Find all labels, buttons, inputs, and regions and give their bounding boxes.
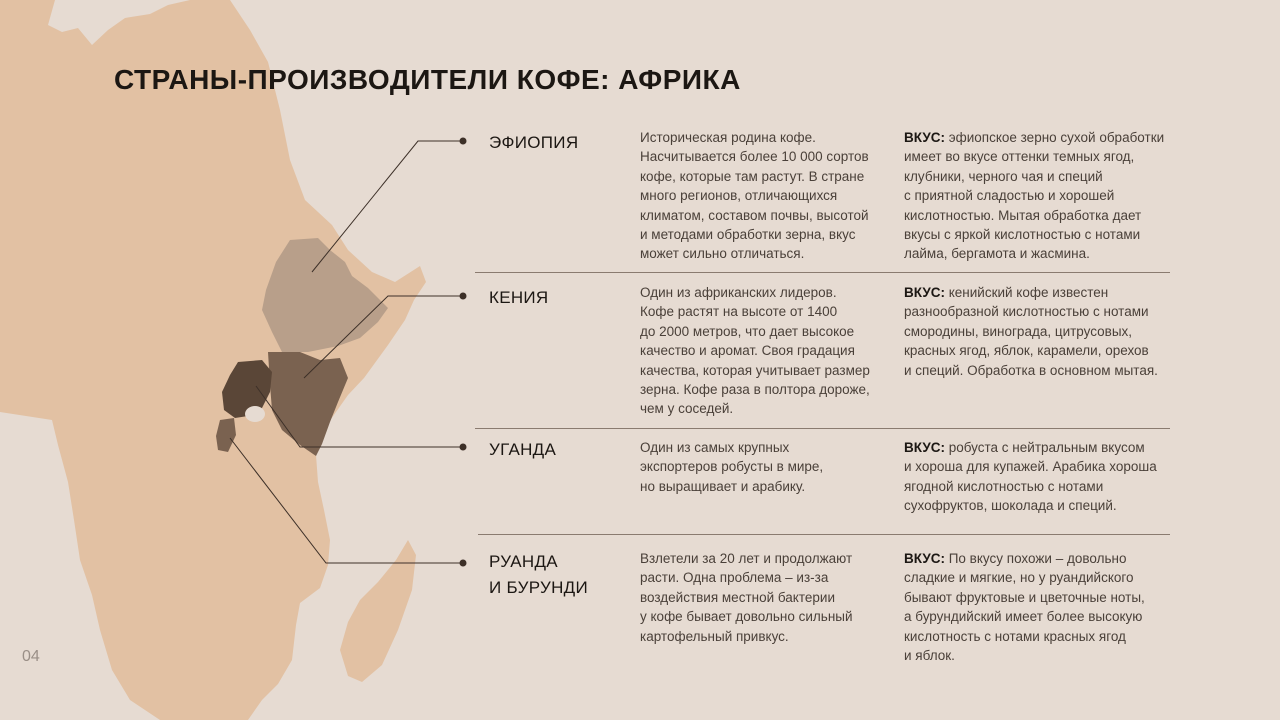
page-number: 04 — [22, 648, 40, 665]
divider — [475, 272, 1170, 273]
country-name-ethiopia: ЭФИОПИЯ — [489, 133, 579, 152]
page-title: СТРАНЫ-ПРОИЗВОДИТЕЛИ КОФЕ: АФРИКА — [114, 64, 741, 95]
taste-text: кенийский кофе известен разнообразной кислотностью с нотами смородины, винограда, цитрусовых, красных ягод, яблок, карамели, орехов и специй. Обработка в основном мытая. — [904, 285, 1158, 378]
country-name-kenya: КЕНИЯ — [489, 288, 549, 307]
uganda-marker-dot — [460, 444, 467, 451]
divider — [478, 534, 1170, 535]
taste-text: эфиопское зерно сухой обработки имеет во вкусе оттенки темных ягод, клубники, черного чая и специй с приятной сладостью и хорошей кислотностью. Мытая обработка дает вкусы с яркой кислотностью с нотами лайма, бергамота и жасмина. — [904, 130, 1165, 262]
description-ethiopia: Историческая родина кофе. Насчитывается более 10 000 сортов кофе, которые там растут. В стране много регионов, отличающихся климатом, составом почвы, высотой и методами обработки зерна, вкус может сильно отличаться. — [640, 130, 869, 262]
description-kenya: Один из африканских лидеров. Кофе растят на высоте от 1400 до 2000 метров, что дает высокое качество и аромат. Своя градация качества, которая учитывает размер зерна. Кофе раза в полтора дороже, чем у соседей. — [640, 285, 870, 417]
ethiopia-marker-dot — [460, 138, 467, 145]
taste-ethiopia — [904, 128, 1164, 264]
taste-text: По вкусу похожи – довольно сладкие и мягкие, но у руандийского бывают фруктовые и цветочные ноты, а бурундийский имеет более высокую кислотность с нотами красных ягод и яблок. — [904, 551, 1145, 664]
description-uganda: Один из самых крупных экспортеров робусты в мире, но выращивает и арабику. — [640, 440, 824, 494]
taste-label: ВКУС: — [904, 551, 945, 566]
taste-label: ВКУС: — [904, 130, 945, 145]
madagascar — [340, 540, 416, 682]
lake-victoria — [245, 406, 265, 422]
taste-label: ВКУС: — [904, 285, 945, 300]
country-name-uganda: УГАНДА — [489, 440, 557, 459]
rwanda-burundi-marker-dot — [460, 560, 467, 567]
taste-text: робуста с нейтральным вкусом и хороша для купажей. Арабика хороша ягодной кислотностью с нотами сухофруктов, шоколада и специй. — [904, 440, 1157, 514]
taste-rwanda-burundi — [904, 549, 1145, 665]
country-name-rwanda-burundi: РУАНДА И БУРУНДИ — [489, 552, 588, 597]
taste-label: ВКУС: — [904, 440, 945, 455]
taste-kenya — [904, 283, 1158, 380]
taste-uganda — [904, 438, 1157, 516]
kenya-marker-dot — [460, 293, 467, 300]
description-rwanda-burundi: Взлетели за 20 лет и продолжают расти. Одна проблема – из-за воздействия местной бактерии у кофе бывает довольно сильный картофельный привкус. — [640, 551, 853, 644]
divider — [475, 428, 1170, 429]
